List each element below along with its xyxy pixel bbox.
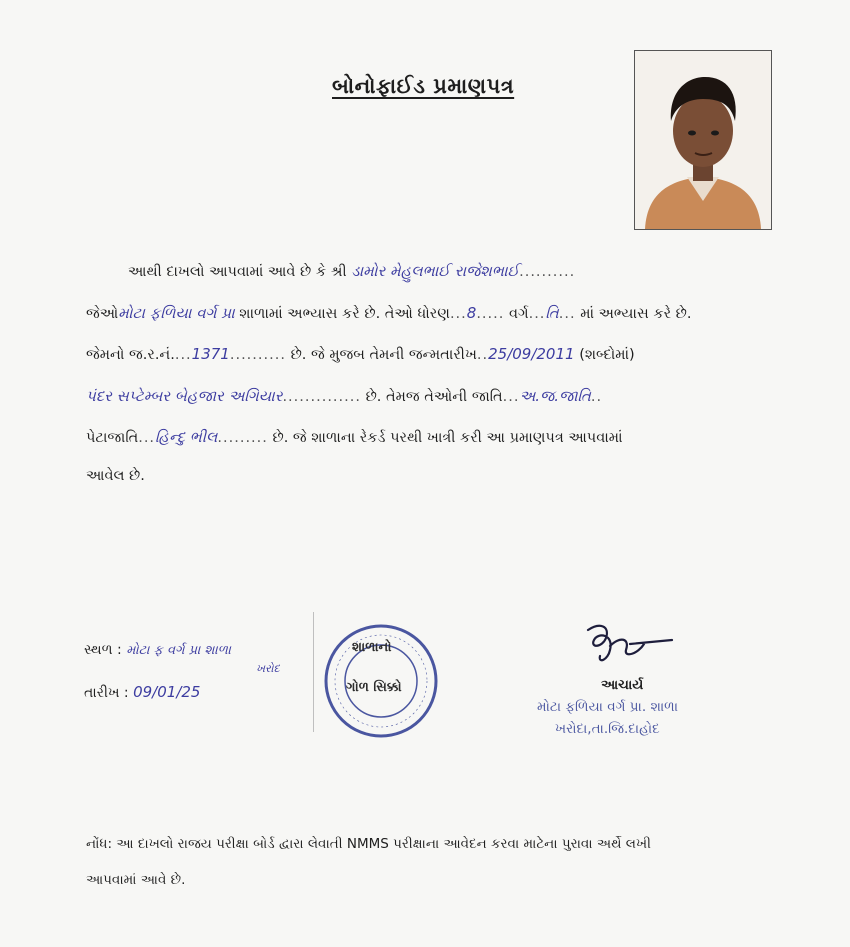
line2-mid2: વર્ગ (508, 306, 529, 322)
certificate-line-5: પેટાજાતિ...હિન્દુ ભીલ......... છે. જે શાળાના રેકર્ડ પરથી ખાત્રી કરી આ પ્રમાણપત્ર આપવામાં (86, 428, 623, 446)
certificate-line-1 (128, 262, 575, 280)
dob-in-words: પંદર સપ્ટેમ્બર બેહજાર અગિયાર (86, 387, 283, 405)
date-label: તારીખ : (84, 685, 129, 701)
standard-value: 8 (466, 304, 477, 322)
place-value-2: ખરોદ (256, 662, 280, 675)
line3-mid: છે. જે મુજબ તેમની જન્મતારીખ (290, 347, 477, 363)
date-row (84, 683, 200, 701)
place-label: સ્થળ : (84, 642, 122, 658)
caste-value: અ.જ.જાતિ (519, 387, 591, 405)
line1-prefix: આથી દાખલો આપવામાં આવે છે કે શ્રી (128, 264, 347, 280)
line2-mid1: શાળામાં અભ્યાસ કરે છે. તેઓ ધોરણ (239, 306, 450, 322)
seal-top-text: શાળાનો (352, 640, 392, 655)
name-dots: .......... (519, 264, 576, 280)
place-value: મોટા ફ વર્ગ પ્રા શાળા (126, 643, 231, 658)
footer-divider (313, 612, 314, 732)
certificate-line-3: જેમનો જ.ર.નં....1371.......... છે. જે મુજબ તેમની જન્મતારીખ..25/09/2011 (શબ્દોમાં) (86, 345, 635, 363)
student-name: ડામોર મેહુલભાઈ રાજેશભાઈ (351, 262, 520, 280)
student-photo (634, 50, 772, 230)
place-row (84, 642, 231, 658)
certificate-line-6: આવેલ છે. (86, 468, 145, 484)
line3-suffix: (શબ્દોમાં) (579, 347, 635, 363)
school-name-handwritten: મોટા ફળિયા વર્ગ પ્રા (118, 304, 235, 322)
seal-bottom-text: ગોળ સિક્કો (346, 680, 402, 695)
principal-signature (580, 618, 680, 672)
certificate-line-4: પંદર સપ્ટેમ્બર બેહજાર અગિયાર.............. છે. તેમજ તેઓની જાતિ...અ.જ.જાતિ.. (86, 387, 603, 405)
register-number: 1371 (191, 345, 230, 363)
school-seal (322, 622, 440, 740)
principal-school-name: મોટા ફળિયા વર્ગ પ્રા. શાળા (537, 699, 678, 715)
certificate-title: બોનોફાઈડ પ્રમાણપત્ર (332, 74, 515, 98)
principal-title: આચાર્ય (601, 677, 644, 693)
line3-prefix: જેમનો જ.ર.નં. (86, 347, 175, 363)
line2-suffix: માં અભ્યાસ કરે છે. (580, 306, 692, 322)
certificate-line-2: જેઓમોટા ફળિયા વર્ગ પ્રા શાળામાં અભ્યાસ કરે છે. તેઓ ધોરણ...8..... વર્ગ...તિ... માં અભ્યાસ કરે છે. (86, 304, 692, 322)
subcaste-value: હિન્દુ ભીલ (155, 428, 218, 446)
date-of-birth: 25/09/2011 (488, 345, 575, 363)
line5-suffix: છે. જે શાળાના રેકર્ડ પરથી ખાત્રી કરી આ પ્રમાણપત્ર આપવામાં (272, 430, 623, 446)
line4-mid: છે. તેમજ તેઓની જાતિ (365, 389, 503, 405)
note-line-2: આપવામાં આવે છે. (86, 872, 186, 888)
principal-school-address: ખરોદા,તા.જિ.દાહોદ (555, 721, 660, 737)
date-value: 09/01/25 (133, 683, 201, 701)
division-value: તિ (545, 304, 559, 322)
line2-prefix: જેઓ (86, 306, 119, 322)
line5-prefix: પેટાજાતિ (86, 430, 139, 446)
note-line-1: નોંધ: આ દાખલો રાજય પરીક્ષા બોર્ડ દ્વારા લેવાતી NMMS પરીક્ષાના આવેદન કરવા માટેના પુરાવા અર્થે લખી (86, 836, 651, 852)
